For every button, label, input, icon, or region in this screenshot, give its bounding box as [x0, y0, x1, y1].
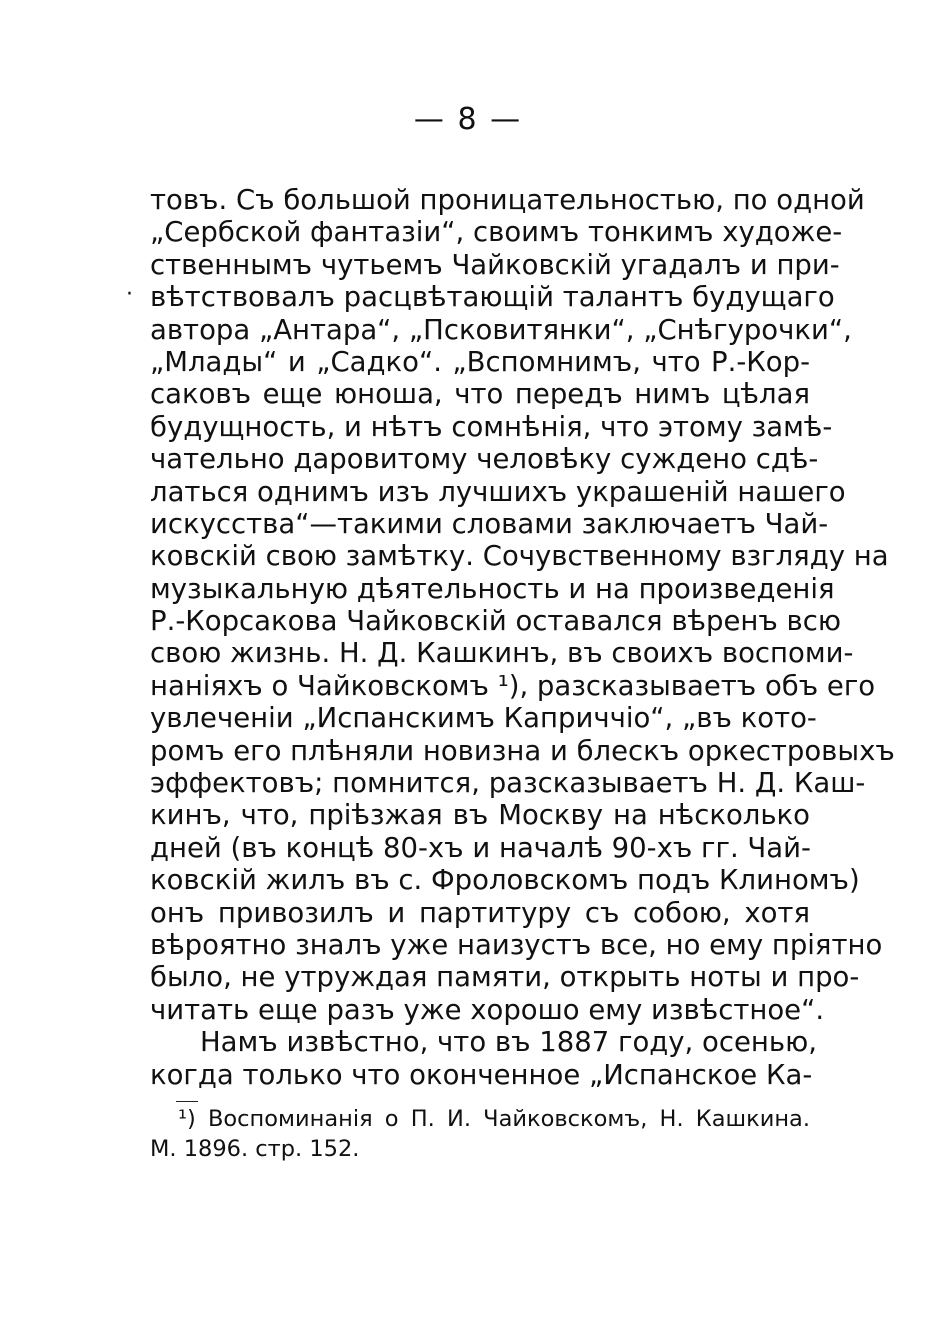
text-line: увлеченіи „Испанскимъ Каприччіо“, „въ кото-	[150, 702, 817, 735]
text-line: онъ привозилъ и партитуру съ собою, хотя	[150, 896, 810, 929]
paragraph-start-line: Намъ извѣстно, что въ 1887 году, осенью,	[200, 1026, 817, 1059]
text-line: „Млады“ и „Садко“. „Вспомнимъ, что Р.-Кор-	[150, 345, 810, 378]
footnote	[150, 1104, 810, 1164]
text-line: чательно даровитому человѣку суждено сдѣ-	[150, 443, 819, 476]
text-line: ромъ его плѣняли новизна и блескъ оркестровыхъ	[150, 734, 895, 767]
text-line: вѣтствовалъ расцвѣтающій талантъ будущаго	[150, 281, 835, 314]
text-line: будущность, и нѣтъ сомнѣнія, что этому замѣ-	[150, 410, 833, 443]
text-line: читать еще разъ уже хорошо ему извѣстное“.	[150, 993, 825, 1026]
text-line: вѣроятно зналъ уже наизустъ все, но ему пріятно	[150, 928, 883, 961]
body-text	[150, 184, 895, 1091]
text-line: ственнымъ чутьемъ Чайковскій угадалъ и при-	[150, 248, 840, 281]
text-line: автора „Антара“, „Псковитянки“, „Снѣгурочки“,	[150, 313, 852, 346]
text-line: свою жизнь. Н. Д. Кашкинъ, въ своихъ воспоми-	[150, 637, 854, 670]
page-number: — 8 —	[413, 102, 523, 137]
footnote-rule	[176, 1101, 198, 1102]
text-line: когда только что оконченное „Испанское Ка-	[150, 1058, 813, 1091]
footnote-line: ¹) Воспоминанія о П. И. Чайковскомъ, Н. Кашкина.	[178, 1106, 810, 1132]
text-line: товъ. Съ большой проницательностью, по одной	[150, 184, 865, 216]
footnote-line: М. 1896. стр. 152.	[150, 1136, 360, 1162]
text-line: было, не утруждая памяти, открыть ноты и про-	[150, 961, 860, 994]
text-line: дней (въ концѣ 80-хъ и началѣ 90-хъ гг. Чай-	[150, 831, 811, 864]
margin-mark: ·	[126, 282, 133, 307]
text-line: музыкальную дѣятельность и на произведенія	[150, 572, 835, 605]
text-line: кинъ, что, пріѣзжая въ Москву на нѣсколько	[150, 799, 810, 832]
text-line: латься однимъ изъ лучшихъ украшеній нашего	[150, 475, 846, 508]
text-line: эффектовъ; помнится, разсказываетъ Н. Д. Каш-	[150, 767, 866, 800]
text-line: „Сербской фантазіи“, своимъ тонкимъ художе-	[150, 216, 843, 249]
text-line: ковскій жилъ въ с. Фроловскомъ подъ Клиномъ)	[150, 864, 860, 897]
text-line: ковскій свою замѣтку. Сочувственному взгляду на	[150, 540, 889, 573]
text-line: наніяхъ о Чайковскомъ ¹), разсказываетъ объ его	[150, 669, 876, 702]
text-line: искусства“—такими словами заключаетъ Чай-	[150, 507, 829, 540]
text-line: Р.-Корсакова Чайковскій оставался вѣренъ всю	[150, 605, 842, 638]
text-line: саковъ еще юноша, что передъ нимъ цѣлая	[150, 378, 810, 411]
